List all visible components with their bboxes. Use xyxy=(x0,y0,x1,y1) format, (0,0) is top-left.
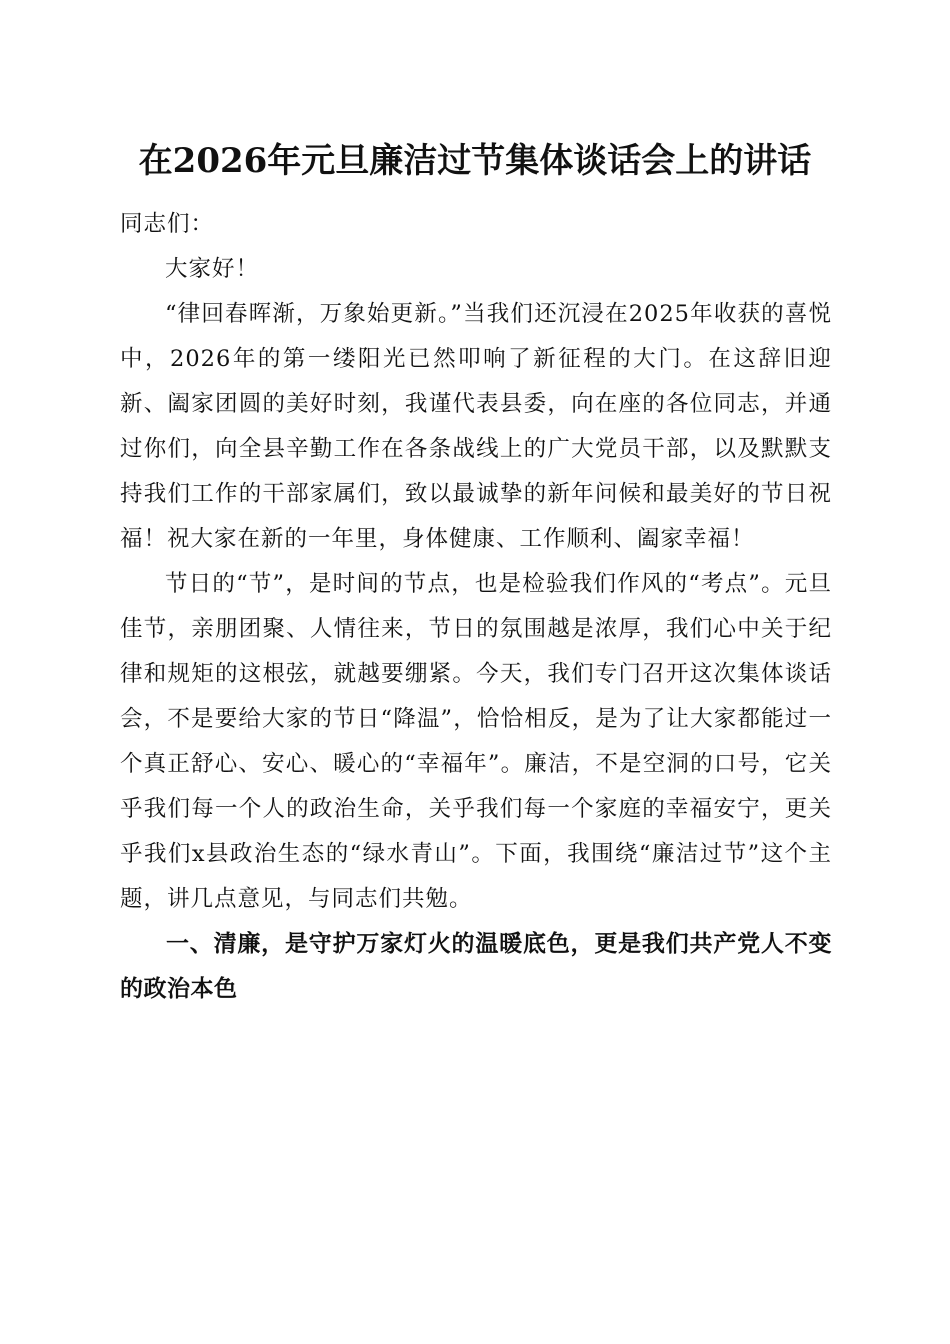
paragraph-opening: “律回春晖渐，万象始更新。”当我们还沉浸在2025年收获的喜悦中，2026年的第一缕阳光已然叩响了新征程的大门。在这辞旧迎新、阖家团圆的美好时刻，我谨代表县委，向在座的各位同志，并通过你们，向全县辛勤工作在各条战线上的广大党员干部，以及默默支持我们工作的干部家属们，致以最诚挚的新年问候和最美好的节日祝福！祝大家在新的一年里，身体健康、工作顺利、阖家幸福！ xyxy=(120,301,832,552)
greeting: 大家好！ xyxy=(165,256,260,282)
paragraph-purpose: 节日的“节”，是时间的节点，也是检验我们作风的“考点”。元旦佳节，亲朋团聚、人情往来，节日的氛围越是浓厚，我们心中关于纪律和规矩的这根弦，就越要绷紧。今天，我们专门召开这次集体谈话会，不是要给大家的节日“降温”，恰恰相反，是为了让大家都能过一个真正舒心、安心、暖心的“幸福年”。廉洁，不是空洞的口号，它关乎我们每一个人的政治生命，关乎我们每一个家庭的幸福安宁，更关乎我们x县政治生态的“绿水青山”。下面，我围绕“廉洁过节”这个主题，讲几点意见，与同志们共勉。 xyxy=(120,571,832,912)
document-title: 在2026年元旦廉洁过节集体谈话会上的讲话 xyxy=(138,141,812,181)
section-heading: 一、清廉，是守护万家灯火的温暖底色，更是我们共产党人不变的政治本色 xyxy=(120,931,832,1002)
salutation: 同志们： xyxy=(120,211,215,237)
document-body xyxy=(120,202,832,1012)
